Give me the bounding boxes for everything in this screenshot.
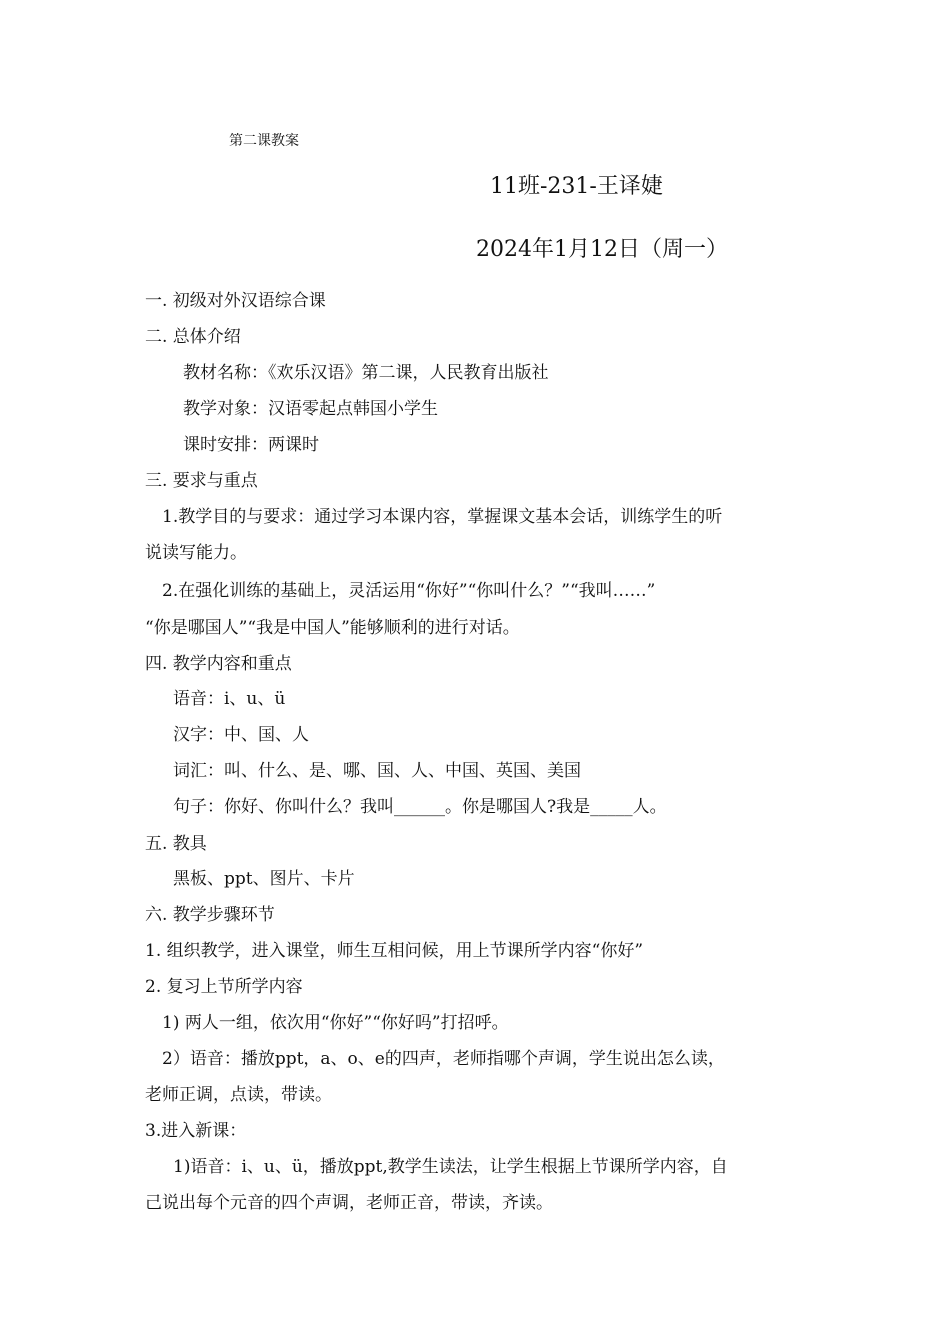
body-line: 课时安排：两课时: [183, 435, 319, 455]
section-heading: 五. 教具: [145, 834, 207, 854]
body-line: 1.教学目的与要求：通过学习本课内容，掌握课文基本会话，训练学生的听: [162, 507, 723, 527]
class-author: 11班-231-王译婕: [490, 174, 663, 199]
doc-label: 第二课教案: [229, 133, 299, 149]
body-line: 2）语音：播放ppt，a、o、e的四声，老师指哪个声调，学生说出怎么读，: [162, 1049, 725, 1069]
body-line: 1)语音：i、u、ü，播放ppt,教学生读法，让学生根据上节课所学内容，自: [173, 1157, 728, 1177]
section-heading: 六. 教学步骤环节: [145, 905, 275, 925]
body-line: 2. 复习上节所学内容: [145, 977, 303, 997]
body-line: 汉字：中、国、人: [173, 725, 309, 745]
body-line: 1) 两人一组，依次用“你好”“你好吗”打招呼。: [162, 1013, 509, 1033]
body-line: 说读写能力。: [145, 543, 247, 563]
body-line: 1. 组织教学，进入课堂，师生互相问候，用上节课所学内容“你好”: [145, 941, 644, 961]
body-line: 语音：i、u、ü: [173, 689, 286, 709]
body-line: 黑板、ppt、图片、卡片: [173, 869, 355, 889]
body-line: 词汇：叫、什么、是、哪、国、人、中国、英国、美国: [173, 761, 581, 781]
body-line: 2.在强化训练的基础上，灵活运用“你好”“你叫什么？”“我叫……”: [162, 581, 656, 601]
body-line: 句子：你好、你叫什么？我叫______。你是哪国人?我是_____人。: [173, 797, 667, 817]
body-line: 己说出每个元音的四个声调，老师正音，带读，齐读。: [145, 1193, 553, 1213]
section-heading: 四. 教学内容和重点: [145, 654, 292, 674]
section-heading: 二. 总体介绍: [145, 327, 241, 347]
lesson-date: 2024年1月12日（周一）: [476, 237, 728, 262]
body-line: 教学对象：汉语零起点韩国小学生: [183, 399, 438, 419]
body-line: 老师正调，点读，带读。: [145, 1085, 332, 1105]
body-line: “你是哪国人”“我是中国人”能够顺利的进行对话。: [145, 618, 520, 638]
section-heading: 一. 初级对外汉语综合课: [145, 291, 326, 311]
body-line: 教材名称：《欢乐汉语》第二课，人民教育出版社: [183, 363, 549, 383]
section-heading: 三. 要求与重点: [145, 471, 258, 491]
body-line: 3.进入新课：: [145, 1121, 247, 1141]
